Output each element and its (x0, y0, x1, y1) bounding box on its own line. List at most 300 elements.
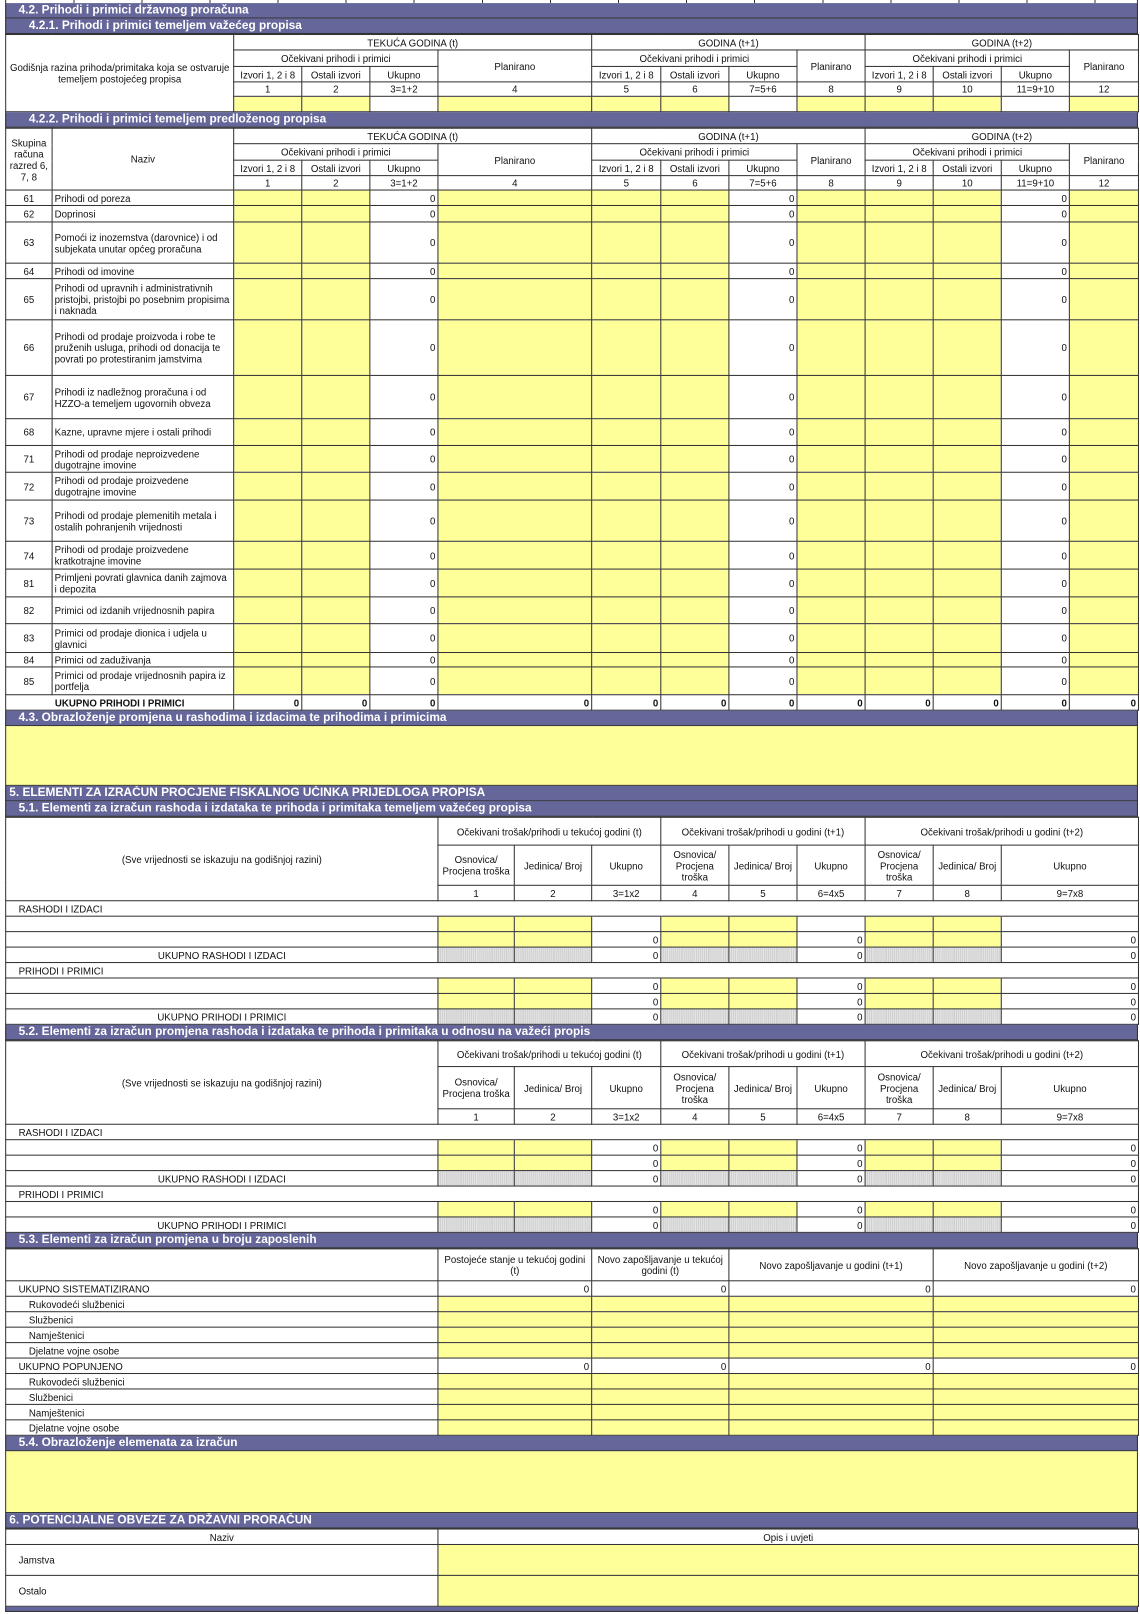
planned-input[interactable] (797, 419, 865, 446)
planned-input[interactable] (1069, 263, 1138, 278)
employment-input[interactable] (933, 1312, 1138, 1327)
input-cell[interactable] (933, 279, 1001, 320)
unit-input[interactable] (514, 916, 591, 931)
input-cell[interactable] (865, 222, 933, 263)
input-cell[interactable] (661, 222, 729, 263)
input-cell[interactable] (933, 500, 1001, 541)
input-cell[interactable] (234, 263, 302, 278)
input-cell[interactable] (592, 375, 661, 418)
input-cell[interactable] (302, 263, 370, 278)
input-cell[interactable] (302, 375, 370, 418)
input-cell[interactable] (592, 279, 661, 320)
unit-input[interactable] (729, 932, 797, 947)
input-cell[interactable] (865, 569, 933, 597)
planned-input[interactable] (438, 375, 592, 418)
planned-input[interactable] (1069, 569, 1138, 597)
planned-input[interactable] (797, 569, 865, 597)
input-cell[interactable] (592, 320, 661, 376)
employment-input[interactable] (438, 1420, 592, 1435)
employment-input[interactable] (592, 1343, 729, 1358)
planned-input[interactable] (438, 500, 592, 541)
input-cell[interactable] (933, 205, 1001, 221)
base-input[interactable] (865, 1201, 933, 1216)
input-cell[interactable] (234, 653, 302, 667)
input-cell[interactable] (933, 419, 1001, 446)
employment-input[interactable] (438, 1327, 592, 1342)
planned-input[interactable] (1069, 320, 1138, 376)
total-cell: 0 (370, 445, 438, 472)
liability-description-input[interactable] (438, 1544, 1139, 1575)
employment-input[interactable] (933, 1296, 1138, 1311)
input-cell[interactable] (234, 190, 302, 205)
planned-input[interactable] (797, 279, 865, 320)
planned-input[interactable] (438, 472, 592, 500)
planned-input[interactable] (1069, 205, 1138, 221)
employment-input[interactable] (729, 1404, 933, 1419)
prihodi-item-name[interactable] (6, 993, 438, 1008)
base-input[interactable] (865, 1140, 933, 1155)
planned-input[interactable] (1069, 624, 1138, 653)
input-cell[interactable] (865, 653, 933, 667)
input-cell[interactable] (865, 624, 933, 653)
input-cell[interactable] (661, 597, 729, 624)
account-name: Prihodi od prodaje proizvoda i robe te pruženih usluga, prihodi od donacija te povrati po protestiranim jamstvima (52, 320, 234, 376)
input-cell[interactable] (234, 445, 302, 472)
unit-input[interactable] (514, 978, 591, 993)
planned-input[interactable] (797, 624, 865, 653)
input-cell[interactable] (933, 624, 1001, 653)
input-cell[interactable] (592, 190, 661, 205)
base-input[interactable] (438, 993, 514, 1008)
rashodi-item-name[interactable] (6, 916, 438, 931)
base-input[interactable] (661, 1140, 729, 1155)
planned-input[interactable] (797, 375, 865, 418)
input-cell[interactable] (933, 653, 1001, 667)
input-cell[interactable] (865, 96, 933, 111)
planned-input[interactable] (438, 320, 592, 376)
employment-input[interactable] (592, 1374, 729, 1389)
planned-input[interactable] (1069, 279, 1138, 320)
planned-input[interactable] (438, 263, 592, 278)
input-cell[interactable] (302, 445, 370, 472)
employment-input[interactable] (729, 1343, 933, 1358)
unit-input[interactable] (933, 993, 1001, 1008)
planned-input[interactable] (1069, 419, 1138, 446)
unit-input[interactable] (933, 1201, 1001, 1216)
unit-input[interactable] (933, 1140, 1001, 1155)
base-input[interactable] (438, 932, 514, 947)
input-cell[interactable] (234, 279, 302, 320)
unit-input[interactable] (729, 1201, 797, 1216)
unit-input[interactable] (729, 1155, 797, 1170)
input-cell[interactable] (592, 419, 661, 446)
input-cell[interactable] (865, 445, 933, 472)
planned-input[interactable] (1069, 472, 1138, 500)
liability-description-input[interactable] (438, 1575, 1139, 1606)
unit-input[interactable] (514, 932, 591, 947)
planned-input[interactable] (438, 419, 592, 446)
employment-input[interactable] (592, 1389, 729, 1404)
planned-input[interactable] (1069, 500, 1138, 541)
input-cell[interactable] (592, 500, 661, 541)
input-cell[interactable] (234, 667, 302, 695)
planned-input[interactable] (797, 222, 865, 263)
input-cell[interactable] (933, 472, 1001, 500)
input-cell[interactable] (933, 222, 1001, 263)
explanation-4-3-input[interactable] (5, 726, 1138, 786)
table-row (6, 1140, 1139, 1155)
input-cell[interactable] (234, 419, 302, 446)
input-cell[interactable] (234, 500, 302, 541)
planned-input[interactable] (1069, 222, 1138, 263)
input-cell[interactable] (933, 541, 1001, 569)
employment-total-value: 0 (933, 1358, 1138, 1373)
base-input[interactable] (661, 932, 729, 947)
input-cell[interactable] (933, 569, 1001, 597)
planned-input[interactable] (797, 500, 865, 541)
input-cell[interactable] (592, 263, 661, 278)
account-code: 72 (6, 472, 52, 500)
unit-input[interactable] (933, 1155, 1001, 1170)
input-cell[interactable] (933, 445, 1001, 472)
planned-header: Planirano (797, 144, 865, 176)
base-input[interactable] (661, 978, 729, 993)
input-cell[interactable] (865, 541, 933, 569)
input-cell[interactable] (933, 96, 1001, 111)
table-row (6, 1529, 1139, 1544)
annual-note-label: (Sve vrijednosti se iskazuju na godišnjoj razini) (6, 817, 438, 900)
total-cell: 0 (729, 653, 797, 667)
planned-input[interactable] (438, 222, 592, 263)
employment-total-value: 0 (592, 1281, 729, 1296)
base-input[interactable] (661, 1155, 729, 1170)
planned-input[interactable] (438, 205, 592, 221)
contingent-liabilities-table (5, 1529, 1139, 1607)
input-cell[interactable] (592, 205, 661, 221)
base-input[interactable] (661, 1201, 729, 1216)
input-cell[interactable] (234, 96, 302, 111)
employment-input[interactable] (933, 1404, 1138, 1419)
input-cell[interactable] (592, 222, 661, 263)
unit-input[interactable] (729, 978, 797, 993)
input-cell[interactable] (661, 375, 729, 418)
employment-input[interactable] (592, 1420, 729, 1435)
unit-input[interactable] (729, 916, 797, 931)
input-cell[interactable] (592, 653, 661, 667)
planned-input[interactable] (1069, 375, 1138, 418)
spacer (797, 901, 865, 916)
total-cell: 0 (370, 569, 438, 597)
rashodi-item-name[interactable] (6, 1155, 438, 1170)
input-cell[interactable] (661, 667, 729, 695)
planned-input[interactable] (438, 445, 592, 472)
input-cell[interactable] (592, 667, 661, 695)
spacer (865, 901, 933, 916)
planned-input[interactable] (797, 597, 865, 624)
base-input[interactable] (865, 993, 933, 1008)
input-cell[interactable] (302, 222, 370, 263)
planned-input[interactable] (797, 653, 865, 667)
input-cell[interactable] (302, 597, 370, 624)
unit-input[interactable] (933, 932, 1001, 947)
planned-input[interactable] (797, 320, 865, 376)
prihodi-item-name[interactable] (6, 1201, 438, 1216)
subcol-header: Izvori 1, 2 i 8 (592, 160, 661, 175)
input-cell[interactable] (865, 320, 933, 376)
spacer (592, 1186, 661, 1201)
planned-input[interactable] (1069, 541, 1138, 569)
account-name: Primici od prodaje dionica i udjela u glavnici (52, 624, 234, 653)
base-input[interactable] (438, 1201, 514, 1216)
input-cell[interactable] (865, 205, 933, 221)
planned-input[interactable] (1069, 190, 1138, 205)
input-cell[interactable] (933, 375, 1001, 418)
total-cell: 0 (1001, 1171, 1138, 1186)
employment-category: Rukovodeći službenici (6, 1296, 438, 1311)
input-cell[interactable] (865, 667, 933, 695)
column-number: 8 (933, 885, 1001, 900)
table-row (6, 932, 1139, 947)
employment-input[interactable] (729, 1374, 933, 1389)
total-cell: 0 (1001, 419, 1069, 446)
employment-total-value: 0 (592, 1358, 729, 1373)
input-cell[interactable] (234, 597, 302, 624)
input-cell[interactable] (234, 541, 302, 569)
input-cell[interactable] (302, 472, 370, 500)
spacer (592, 963, 661, 978)
subcol-header: Izvori 1, 2 i 8 (234, 66, 302, 81)
expected-header: Očekivani prihodi i primici (865, 144, 1069, 160)
base-input[interactable] (865, 916, 933, 931)
input-cell[interactable] (302, 419, 370, 446)
planned-input[interactable] (797, 445, 865, 472)
planned-input[interactable] (797, 205, 865, 221)
planned-input[interactable] (438, 624, 592, 653)
employment-input[interactable] (933, 1374, 1138, 1389)
input-cell[interactable] (302, 569, 370, 597)
input-cell[interactable] (592, 541, 661, 569)
employment-input[interactable] (438, 1374, 592, 1389)
input-cell[interactable] (933, 667, 1001, 695)
base-input[interactable] (438, 978, 514, 993)
employment-input[interactable] (592, 1312, 729, 1327)
planned-input[interactable] (438, 96, 592, 111)
input-cell[interactable] (302, 190, 370, 205)
planned-input[interactable] (797, 96, 865, 111)
prihodi-total-label: UKUPNO PRIHODI I PRIMICI (6, 1009, 438, 1024)
planned-input[interactable] (1069, 445, 1138, 472)
employment-input[interactable] (592, 1327, 729, 1342)
input-cell[interactable] (661, 320, 729, 376)
planned-input[interactable] (438, 569, 592, 597)
input-cell[interactable] (592, 569, 661, 597)
input-cell[interactable] (865, 279, 933, 320)
employment-input[interactable] (438, 1296, 592, 1311)
planned-input[interactable] (1069, 96, 1138, 111)
base-input[interactable] (438, 1155, 514, 1170)
planned-input[interactable] (438, 279, 592, 320)
base-input[interactable] (438, 916, 514, 931)
input-cell[interactable] (865, 375, 933, 418)
planned-input[interactable] (797, 472, 865, 500)
input-cell[interactable] (302, 624, 370, 653)
employment-input[interactable] (729, 1420, 933, 1435)
input-cell[interactable] (234, 222, 302, 263)
input-cell[interactable] (661, 205, 729, 221)
unit-input[interactable] (933, 916, 1001, 931)
input-cell[interactable] (933, 263, 1001, 278)
planned-input[interactable] (1069, 667, 1138, 695)
elements-change-table (5, 1040, 1139, 1233)
spacer (729, 963, 797, 978)
employment-category: Djelatne vojne osobe (6, 1343, 438, 1358)
employment-column-header: Postojeće stanje u tekućoj godini (t) (438, 1249, 592, 1281)
table-row (6, 35, 1139, 50)
input-cell[interactable] (865, 190, 933, 205)
unit-input[interactable] (514, 1155, 591, 1170)
input-cell[interactable] (302, 96, 370, 111)
planned-input[interactable] (797, 667, 865, 695)
input-cell[interactable] (661, 624, 729, 653)
planned-input[interactable] (438, 190, 592, 205)
employment-input[interactable] (592, 1404, 729, 1419)
input-cell[interactable] (234, 624, 302, 653)
planned-input[interactable] (438, 653, 592, 667)
planned-input[interactable] (797, 541, 865, 569)
input-cell[interactable] (661, 263, 729, 278)
employment-input[interactable] (729, 1296, 933, 1311)
base-input[interactable] (661, 916, 729, 931)
input-cell[interactable] (234, 569, 302, 597)
base-input[interactable] (661, 993, 729, 1008)
base-input[interactable] (865, 978, 933, 993)
employment-input[interactable] (933, 1389, 1138, 1404)
total-cell: 0 (729, 190, 797, 205)
explanation-5-4-input[interactable] (5, 1451, 1138, 1513)
input-cell[interactable] (302, 279, 370, 320)
input-cell[interactable] (865, 472, 933, 500)
input-cell[interactable] (592, 597, 661, 624)
input-cell[interactable] (933, 190, 1001, 205)
employment-input[interactable] (438, 1404, 592, 1419)
input-cell[interactable] (592, 624, 661, 653)
spacer (865, 963, 933, 978)
total-cell: 0 (797, 1201, 865, 1216)
employment-input[interactable] (438, 1312, 592, 1327)
input-cell[interactable] (302, 541, 370, 569)
unit-input[interactable] (933, 978, 1001, 993)
table-row (6, 1186, 1139, 1201)
input-cell[interactable] (933, 597, 1001, 624)
unit-input[interactable] (514, 1201, 591, 1216)
input-cell[interactable] (234, 320, 302, 376)
planned-input[interactable] (797, 263, 865, 278)
planned-input[interactable] (1069, 597, 1138, 624)
table-row (6, 419, 1139, 446)
employment-input[interactable] (729, 1327, 933, 1342)
rashodi-item-name[interactable] (6, 1140, 438, 1155)
column-number: 4 (438, 82, 592, 96)
column-number: 2 (302, 82, 370, 96)
employment-column-header: Novo zapošljavanje u tekućoj godini (t) (592, 1249, 729, 1281)
total-cell (1001, 916, 1138, 931)
planned-input[interactable] (1069, 653, 1138, 667)
input-cell[interactable] (661, 96, 729, 111)
rashodi-item-name[interactable] (6, 932, 438, 947)
table-row (6, 916, 1139, 931)
input-cell[interactable] (592, 472, 661, 500)
input-cell[interactable] (302, 653, 370, 667)
input-cell[interactable] (661, 279, 729, 320)
total-cell: 0 (1001, 205, 1069, 221)
input-cell[interactable] (661, 472, 729, 500)
employment-input[interactable] (592, 1296, 729, 1311)
table-row (6, 569, 1139, 597)
input-cell[interactable] (234, 375, 302, 418)
input-cell[interactable] (661, 541, 729, 569)
employment-input[interactable] (729, 1389, 933, 1404)
input-cell[interactable] (302, 320, 370, 376)
input-cell[interactable] (302, 205, 370, 221)
input-cell[interactable] (661, 419, 729, 446)
input-cell[interactable] (865, 419, 933, 446)
planned-input[interactable] (438, 541, 592, 569)
base-input[interactable] (865, 932, 933, 947)
employment-input[interactable] (438, 1343, 592, 1358)
input-cell[interactable] (661, 653, 729, 667)
input-cell[interactable] (234, 205, 302, 221)
input-cell[interactable] (592, 445, 661, 472)
unit-input[interactable] (729, 1140, 797, 1155)
input-cell[interactable] (661, 445, 729, 472)
input-cell[interactable] (302, 667, 370, 695)
element-subheader: Jedinica/ Broj (514, 845, 591, 885)
subcol-header: Ukupno (1001, 66, 1069, 81)
unit-input[interactable] (729, 993, 797, 1008)
planned-input[interactable] (797, 190, 865, 205)
input-cell[interactable] (865, 500, 933, 541)
input-cell[interactable] (933, 320, 1001, 376)
input-cell[interactable] (234, 472, 302, 500)
base-input[interactable] (865, 1155, 933, 1170)
total-cell: 0 (729, 541, 797, 569)
input-cell[interactable] (302, 500, 370, 541)
element-subheader: Osnovica/ Procjena troška (438, 1067, 514, 1109)
input-cell[interactable] (661, 569, 729, 597)
employment-input[interactable] (438, 1389, 592, 1404)
input-cell[interactable] (592, 96, 661, 111)
base-input[interactable] (438, 1140, 514, 1155)
unit-input[interactable] (514, 993, 591, 1008)
account-code: 82 (6, 597, 52, 624)
total-cell: 0 (370, 472, 438, 500)
locked-cell (865, 947, 933, 962)
employment-input[interactable] (933, 1343, 1138, 1358)
employment-input[interactable] (933, 1420, 1138, 1435)
prihodi-item-name[interactable] (6, 978, 438, 993)
employment-input[interactable] (729, 1312, 933, 1327)
planned-input[interactable] (438, 597, 592, 624)
unit-input[interactable] (514, 1140, 591, 1155)
planned-input[interactable] (438, 667, 592, 695)
input-cell[interactable] (865, 263, 933, 278)
input-cell[interactable] (865, 597, 933, 624)
total-cell: 0 (592, 1155, 661, 1170)
employment-input[interactable] (933, 1327, 1138, 1342)
spacer (514, 1186, 591, 1201)
input-cell[interactable] (661, 500, 729, 541)
input-cell[interactable] (661, 190, 729, 205)
